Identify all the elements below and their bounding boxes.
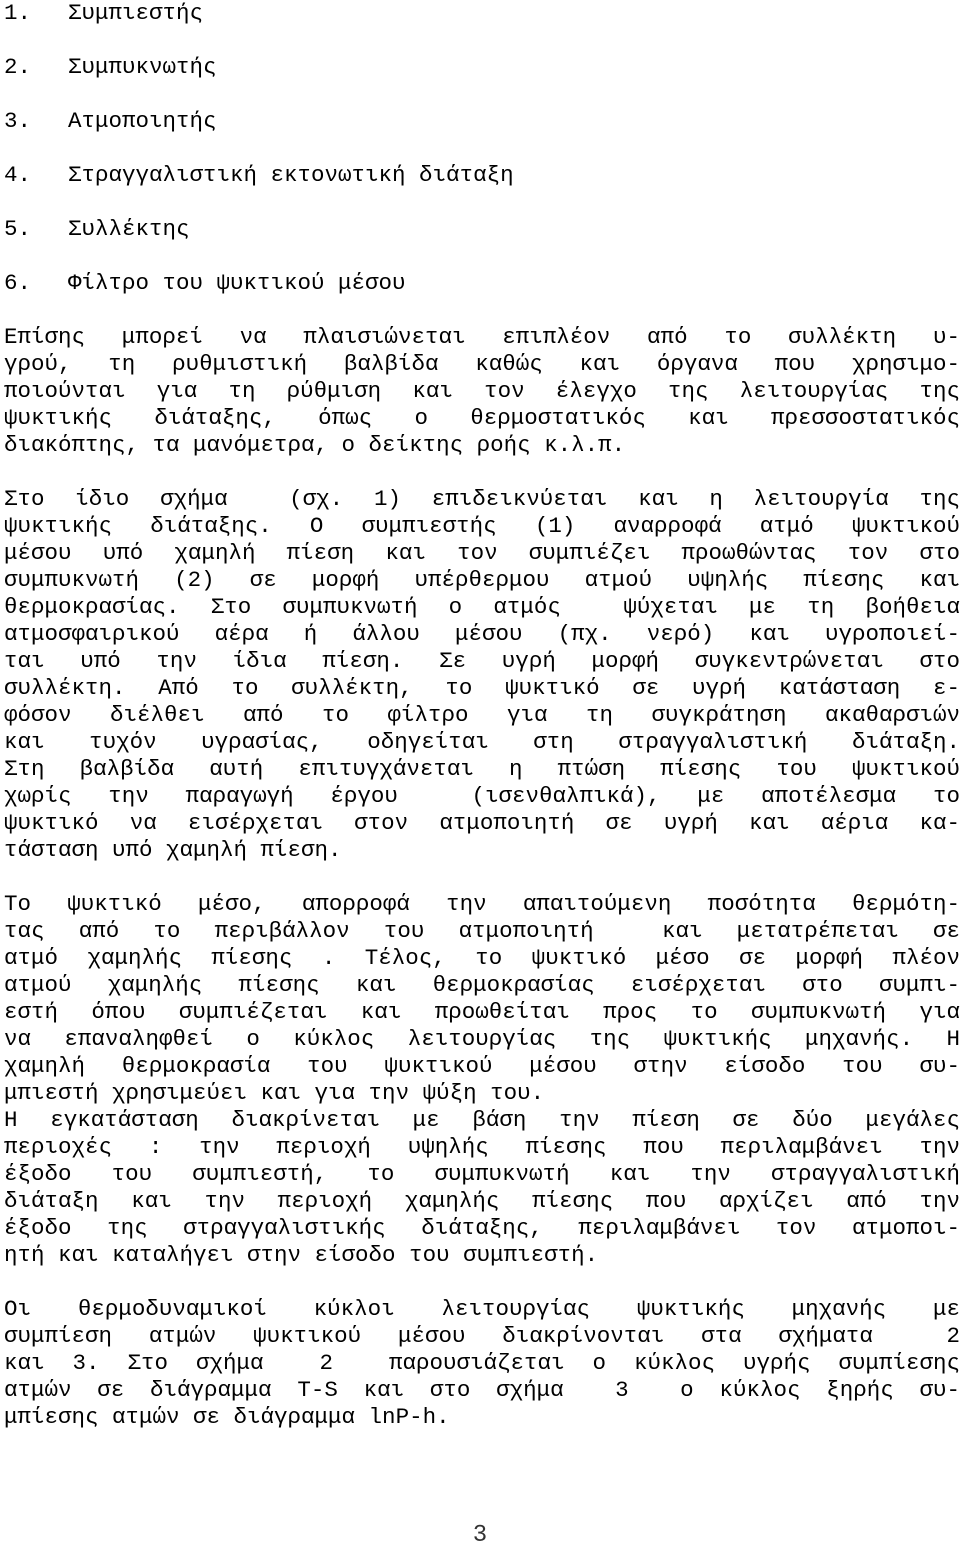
text-line: Στο ίδιο σχήμα (σχ. 1) επιδεικνύεται και η λειτουργία της bbox=[4, 486, 960, 512]
list-item-number: 2. bbox=[4, 54, 32, 80]
list-item-number: 1. bbox=[4, 0, 32, 26]
component-list bbox=[4, 0, 960, 324]
list-item-text: Συμπυκνωτής bbox=[68, 54, 217, 80]
text-line: τας από το περιβάλλον του ατμοποιητή και μετατρέπεται σε bbox=[4, 918, 960, 944]
text-line: ται υπό την ίδια πίεση. Σε υγρή μορφή συγκεντρώνεται στο bbox=[4, 648, 960, 674]
text-line: Το ψυκτικό μέσο, απορροφά την απαιτούμενη ποσότητα θερμότη- bbox=[4, 891, 960, 917]
text-line: ψυκτικής διάταξης. Ο συμπιεστής (1) αναρροφά ατμό ψυκτικού bbox=[4, 513, 960, 539]
list-item-text: Φίλτρο του ψυκτικού μέσου bbox=[68, 270, 406, 296]
paragraph-operation-description bbox=[4, 486, 960, 864]
text-line: μπιεστή χρησιμεύει και για την ψύξη του. bbox=[4, 1080, 545, 1106]
list-item-text: Συμπιεστής bbox=[68, 0, 204, 26]
text-line: ατμού χαμηλής πίεσης και θερμοκρασίας εισέρχεται στο συμπι- bbox=[4, 972, 960, 998]
text-line: Η εγκατάσταση διακρίνεται με βάση την πίεση σε δύο μεγάλες bbox=[4, 1107, 960, 1133]
list-item-number: 6. bbox=[4, 270, 32, 296]
text-line: συλλέκτη. Από το συλλέκτη, το ψυκτικό σε υγρή κατάσταση ε- bbox=[4, 675, 960, 701]
text-line: θερμοκρασίας. Στο συμπυκνωτή ο ατμός ψύχεται με τη βοήθεια bbox=[4, 594, 960, 620]
list-item bbox=[4, 270, 960, 324]
text-line: ποιούνται για τη ρύθμιση και τον έλεγχο της λειτουργίας της bbox=[4, 378, 960, 404]
list-item-number: 3. bbox=[4, 108, 32, 134]
text-line: διάταξη και την περιοχή χαμηλής πίεσης που αρχίζει από την bbox=[4, 1188, 960, 1214]
list-item-number: 5. bbox=[4, 216, 32, 242]
text-line: συμπίεση ατμών ψυκτικού μέσου διακρίνονται στα σχήματα 2 bbox=[4, 1323, 960, 1349]
text-line: έξοδο του συμπιεστή, το συμπυκνωτή και την στραγγαλιστική bbox=[4, 1161, 960, 1187]
list-item bbox=[4, 216, 960, 270]
text-line: τάσταση υπό χαμηλή πίεση. bbox=[4, 837, 342, 863]
text-line: και τυχόν υγρασίας, οδηγείται στη στραγγαλιστική διάταξη. bbox=[4, 729, 960, 755]
text-line: ψυκτικό να εισέρχεται στον ατμοποιητή σε υγρή και αέρια κα- bbox=[4, 810, 960, 836]
text-line: ητή και καταλήγει στην είσοδο του συμπιεστή. bbox=[4, 1242, 599, 1268]
list-item bbox=[4, 108, 960, 162]
text-line: γρού, τη ρυθμιστική βαλβίδα καθώς και όργανα που χρησιμο- bbox=[4, 351, 960, 377]
paragraph-thermodynamic-cycles bbox=[4, 1296, 960, 1431]
list-item bbox=[4, 162, 960, 216]
text-line: ατμό χαμηλής πίεσης . Τέλος, το ψυκτικό μέσο σε μορφή πλέον bbox=[4, 945, 960, 971]
text-line: ατμών σε διάγραμμα T-S και στο σχήμα 3 ο κύκλος ξηρής συ- bbox=[4, 1377, 960, 1403]
text-line: έξοδο της στραγγαλιστικής διάταξης, περιλαμβάνει τον ατμοποι- bbox=[4, 1215, 960, 1241]
text-line: περιοχές : την περιοχή υψηλής πίεσης που περιλαμβάνει την bbox=[4, 1134, 960, 1160]
page-number: 3 bbox=[472, 1522, 488, 1549]
paragraph-gap bbox=[4, 459, 960, 486]
text-line: Στη βαλβίδα αυτή επιτυγχάνεται η πτώση πίεσης του ψυκτικού bbox=[4, 756, 960, 782]
list-item-text: Ατμοποιητής bbox=[68, 108, 217, 134]
paragraph-gap bbox=[4, 1269, 960, 1296]
text-line: και 3. Στο σχήμα 2 παρουσιάζεται ο κύκλος υγρής συμπίεσης bbox=[4, 1350, 960, 1376]
list-item bbox=[4, 0, 960, 54]
list-item-text: Συλλέκτης bbox=[68, 216, 190, 242]
document-page bbox=[4, 0, 960, 1431]
text-line: ατμοσφαιρικού αέρα ή άλλου μέσου (πχ. νερό) και υγροποιεί- bbox=[4, 621, 960, 647]
paragraph-components-extra bbox=[4, 324, 960, 459]
list-item-text: Στραγγαλιστική εκτονωτική διάταξη bbox=[68, 162, 514, 188]
text-line: μέσου υπό χαμηλή πίεση και τον συμπιέζει προωθώντας τον στο bbox=[4, 540, 960, 566]
list-item-number: 4. bbox=[4, 162, 32, 188]
paragraph-pressure-regions bbox=[4, 1107, 960, 1269]
text-line: εστή όπου συμπιέζεται και προωθείται προς το συμπυκνωτή για bbox=[4, 999, 960, 1025]
text-line: Επίσης μπορεί να πλαισιώνεται επιπλέον από το συλλέκτη υ- bbox=[4, 324, 960, 350]
text-line: διακόπτης, τα μανόμετρα, ο δείκτης ροής κ.λ.π. bbox=[4, 432, 626, 458]
text-line: φόσον διέλθει από το φίλτρο για τη συγκράτηση ακαθαρσιών bbox=[4, 702, 960, 728]
text-line: χαμηλή θερμοκρασία του ψυκτικού μέσου στην είσοδο του συ- bbox=[4, 1053, 960, 1079]
text-line: Οι θερμοδυναμικοί κύκλοι λειτουργίας ψυκτικής μηχανής με bbox=[4, 1296, 960, 1322]
list-item bbox=[4, 54, 960, 108]
text-line: ψυκτικής διάταξης, όπως ο θερμοστατικός και πρεσσοστατικός bbox=[4, 405, 960, 431]
paragraph-refrigerant-evaporation bbox=[4, 891, 960, 1107]
text-line: χωρίς την παραγωγή έργου (ισενθαλπικά), με αποτέλεσμα το bbox=[4, 783, 960, 809]
text-line: να επαναληφθεί ο κύκλος λειτουργίας της ψυκτικής μηχανής. Η bbox=[4, 1026, 960, 1052]
text-line: συμπυκνωτή (2) σε μορφή υπέρθερμου ατμού υψηλής πίεσης και bbox=[4, 567, 960, 593]
text-line: μπίεσης ατμών σε διάγραμμα lnP-h. bbox=[4, 1404, 450, 1430]
paragraph-gap bbox=[4, 864, 960, 891]
